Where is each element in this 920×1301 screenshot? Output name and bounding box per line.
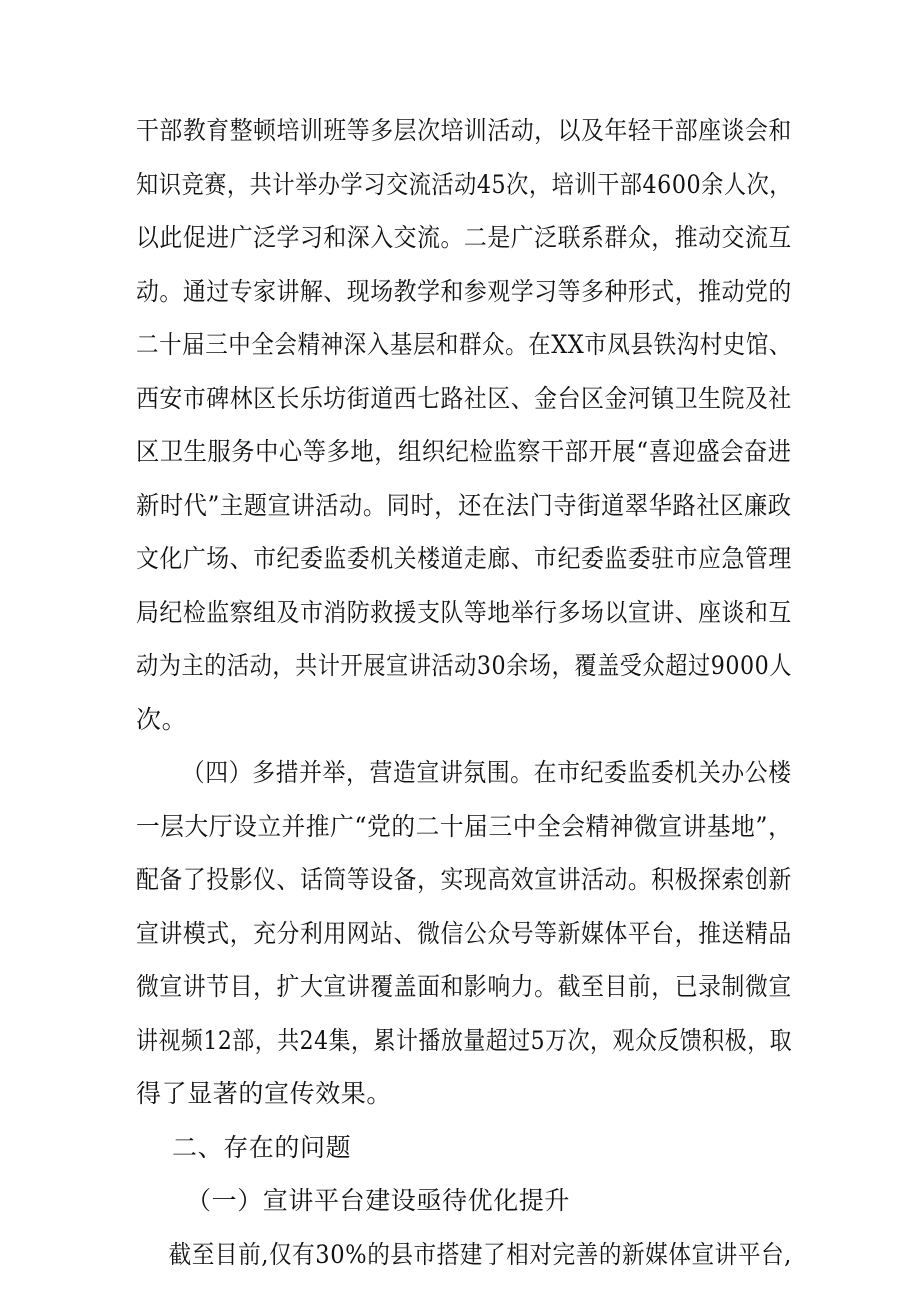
paragraph-measures (136, 746, 792, 1121)
text-line: 截至目前,仅有30%的县市搭建了相对完善的新媒体宣讲平台, (168, 1239, 792, 1269)
paragraph-activities (136, 104, 792, 746)
text-line: 知识竞赛，共计举办学习交流活动45次，培训干部4600余人次， (136, 169, 793, 199)
section-heading (136, 1121, 792, 1175)
text-line: 配备了投影仪、话筒等设备，实现高效宣讲活动。积极探索创新 (136, 865, 792, 894)
section-heading-text: 二、存在的问题 (172, 1132, 352, 1162)
subsection-heading-text: （一）宣讲平台建设亟待优化提升 (186, 1186, 571, 1215)
text-line: 次。 (136, 704, 188, 734)
text-line: 二十届三中全会精神深入基层和群众。在XX市凤县铁沟村史馆、 (136, 330, 792, 359)
text-line: 文化广场、市纪委监委机关楼道走廊、市纪委监委驻市应急管理 (136, 544, 792, 573)
text-line: 一层大厅设立并推广“党的二十届三中全会精神微宣讲基地”， (136, 811, 793, 841)
text-line: 微宣讲节目，扩大宣讲覆盖面和影响力。截至目前，已录制微宣 (136, 972, 792, 1001)
text-line: 以此促进广泛学习和深入交流。二是广泛联系群众，推动交流互 (136, 223, 792, 252)
text-line: 动为主的活动，共计开展宣讲活动30余场，覆盖受众超过9000人 (136, 651, 793, 680)
text-line: （四）多措并举，营造宣讲氛围。在市纪委监委机关办公楼 (181, 758, 792, 787)
text-line: 新时代”主题宣讲活动。同时，还在法门寺街道翠华路社区廉政 (136, 490, 792, 520)
text-line: 西安市碑林区长乐坊街道西七路社区、金台区金河镇卫生院及社 (136, 383, 792, 413)
subsection-heading (136, 1174, 792, 1228)
text-line: 宣讲模式，充分利用网站、微信公众号等新媒体平台，推送精品 (136, 918, 792, 948)
paragraph-platform (136, 1228, 792, 1282)
text-line: 得了显著的宣传效果。 (136, 1079, 393, 1108)
text-line: 讲视频12部，共24集，累计播放量超过5万次，观众反馈积极，取 (136, 1025, 793, 1055)
document-body (136, 104, 792, 1281)
text-line: 干部教育整顿培训班等多层次培训活动，以及年轻干部座谈会和 (136, 116, 792, 145)
text-line: 区卫生服务中心等多地，组织纪检监察干部开展“喜迎盛会奋进 (136, 437, 792, 466)
text-line: 局纪检监察组及市消防救援支队等地举行多场以宣讲、座谈和互 (136, 597, 792, 627)
text-line: 动。通过专家讲解、现场教学和参观学习等多种形式，推动党的 (136, 276, 792, 306)
